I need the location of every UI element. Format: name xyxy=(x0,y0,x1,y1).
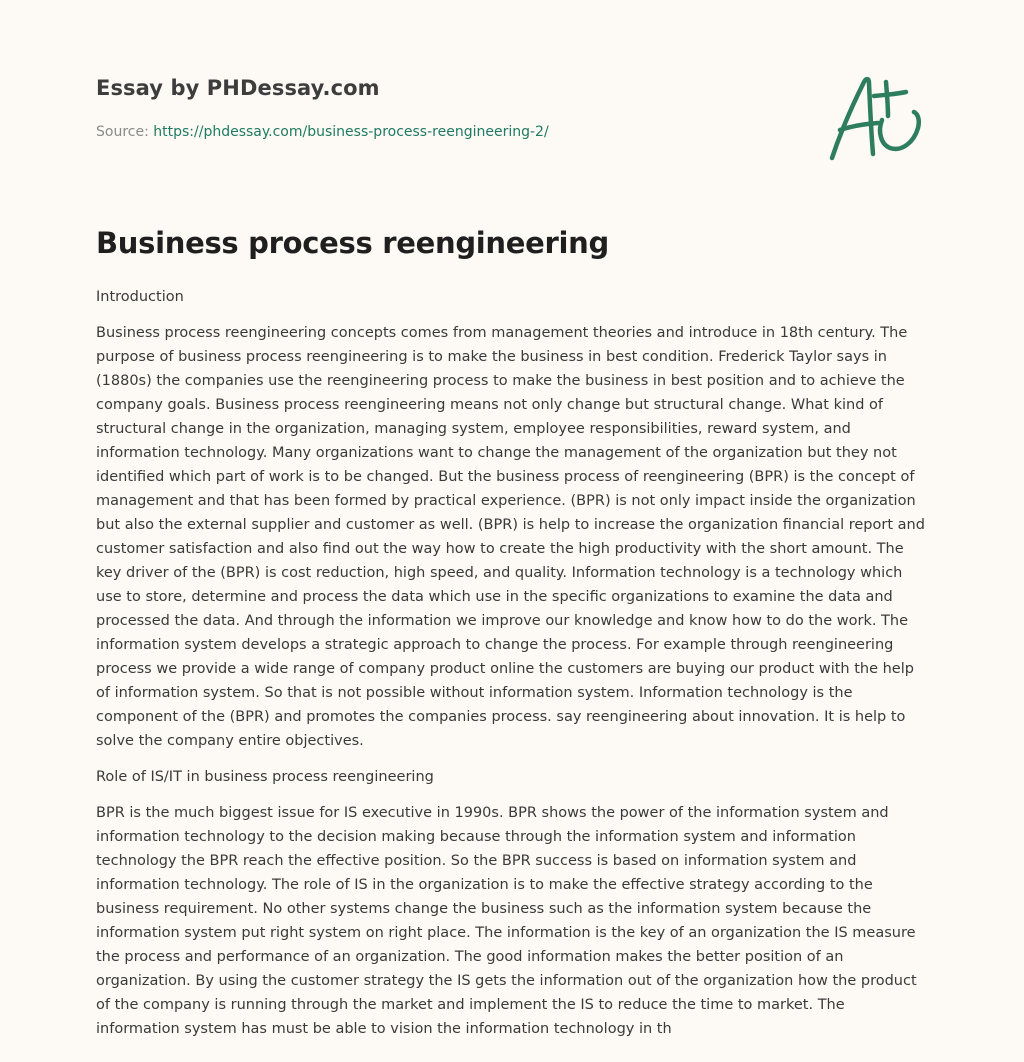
source-label: Source: xyxy=(96,124,149,140)
essay-content xyxy=(96,286,932,1054)
source-link[interactable]: https://phdessay.com/business-process-reengineering-2/ xyxy=(153,124,549,140)
section-heading: Role of IS/IT in business process reengineering xyxy=(96,769,434,785)
section-role-of-is-it xyxy=(96,766,932,1041)
section-heading: Introduction xyxy=(96,289,184,305)
section-introduction xyxy=(96,286,932,753)
section-body: BPR is the much biggest issue for IS executive in 1990s. BPR shows the power of the information system and information technology to the decision making because through the information system and information technology the BPR reach the effective position. So the BPR success is based on information system and information technology. The role of IS in the organization is to make the effective strategy according to the business requirement. No other systems change the business such as the information system because the information system put right system on right place. The information is the key of an organization the IS measure the process and performance of an organization. The good information makes the better position of an organization. By using the customer strategy the IS gets the information out of the organization how the product of the company is running through the market and implement the IS to reduce the time to market. The information system has must be able to vision the information technology in th xyxy=(96,805,917,1037)
brand-title: Essay by PHDessay.com xyxy=(96,76,380,100)
essay-title: Business process reengineering xyxy=(96,226,609,260)
section-body: Business process reengineering concepts comes from management theories and introduce in 18th century. The purpose of business process reengineering is to make the business in best condition. Frederick Taylor says in (1880s) the companies use the reengineering process to make the business in best position and to achieve the company goals. Business process reengineering means not only change but structural change. What kind of structural change in the organization, managing system, employee responsibilities, reward system, and information technology. Many organizations want to change the management of the organization but they not identified which part of work is to be changed. But the business process of reengineering (BPR) is the concept of management and that has been formed by practical experience. (BPR) is not only impact inside the organization but also the external supplier and customer as well. (BPR) is help to increase the organization financial report and customer satisfaction and also find out the way how to create the high productivity with the short amount. The key driver of the (BPR) is cost reduction, high speed, and quality. Information technology is a technology which use to store, determine and process the data which use in the specific organizations to examine the data and processed the data. And through the information we improve our knowledge and know how to do the work. The information system develops a strategic approach to change the process. For example through reengineering process we provide a wide range of company product online the customers are buying our product with the help of information system. So that is not possible without information system. Information technology is the component of the (BPR) and promotes the companies process. say reengineering about innovation. It is help to solve the company entire objectives. xyxy=(96,325,925,749)
a-plus-logo-icon xyxy=(826,68,926,164)
source-line xyxy=(96,124,549,140)
a-plus-logo-svg xyxy=(826,68,926,164)
